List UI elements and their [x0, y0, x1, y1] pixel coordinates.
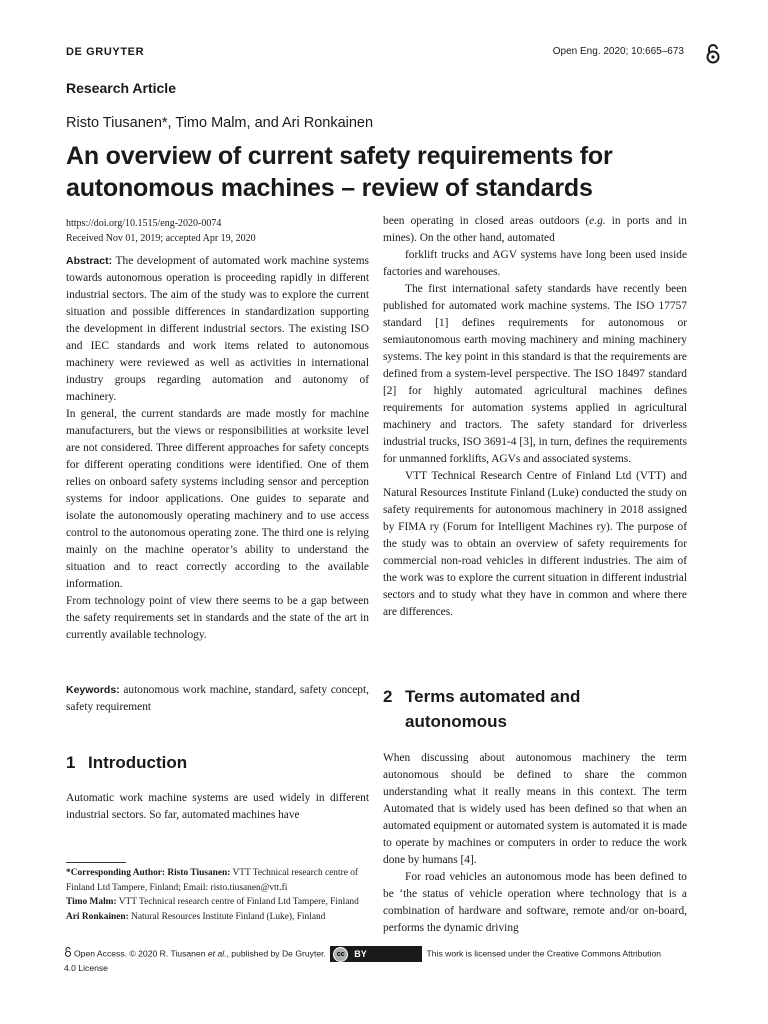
terms-p1: When discussing about autonomous machinery the term autonomous should be defined to share the common understanding what it really means in this context. The term Automated that is widely used has been defined so that when an automated equipment or automated system is automated it is made to operate by machines or computers in order to reduce the work done by humans [4]. — [383, 752, 687, 866]
intro-p1: Automatic work machine systems are used widely in different industrial sectors. So far, automated machines have — [66, 792, 369, 821]
journal-citation: Open Eng. 2020; 10:665–673 — [552, 46, 684, 57]
received-dates: Received Nov 01, 2019; accepted Apr 19, 2020 — [66, 233, 256, 244]
footnote-divider — [66, 862, 126, 863]
abstract-p2: In general, the current standards are made mostly for machine manufacturers, but the views or responsibilities at worksite level are not considered. Three different approaches for safety concepts for different operating conditions were identified. One of them relies on onboard safety systems including sensor and perception systems for indoor applications. One guides to separate and isolate the autonomously operating machinery and to use access control to the autonomous operating zone. The third one is relying mainly on the machine operator’s ability to understand the situation and to react correctly according to the available information. — [66, 408, 369, 590]
cc-icon: cc — [333, 947, 348, 962]
open-access-lock-icon — [64, 947, 72, 957]
article-type: Research Article — [66, 80, 176, 96]
section-title-line2: autonomous — [405, 712, 507, 731]
terms-p2: For road vehicles an autonomous mode has been defined to be ‘the status of vehicle operation where technology that is a combination of hardware and software, remote and/or on-board, performs the dynamic driving — [383, 871, 687, 934]
section-heading-introduction — [66, 750, 187, 775]
license-footer: Open Access. © 2020 R. Tiusanen et al., published by De Gruyter. cc BY This work is licensed under the Creative Commons Attribution 4.0 License — [64, 946, 704, 974]
doi-link[interactable]: https://doi.org/10.1515/eng-2020-0074 — [66, 218, 222, 229]
right-p1: been operating in closed areas outdoors (e.g. in ports and in mines). On the other hand, automated — [383, 215, 687, 244]
license-version: 4.0 License — [64, 963, 108, 973]
article-meta — [66, 216, 369, 246]
paper-title-line1: An overview of current safety requirements for — [66, 142, 613, 170]
abstract-p1: Abstract: The development of automated work machine systems towards autonomous operation is proceeding rapidly in different industrial sectors. The aim of the study was to explore the current situation and possible differences in standardization supporting the development in different industrial sectors. The existing ISO and IEC standards and work items related to autonomous machinery were reviewed as well as activities in international industry groups regarding automation and autonomy of machinery. — [66, 255, 369, 403]
section-number: 2 — [383, 687, 393, 706]
abstract-p3: From technology point of view there seems to be a gap between the safety requirements set in standards and the state of the art in currently available technology. — [66, 595, 369, 641]
publisher-name: DE GRUYTER — [66, 46, 145, 58]
license-text: This work is licensed under the Creative Commons Attribution — [426, 948, 662, 959]
abstract-label: Abstract: — [66, 255, 113, 267]
footnote-ronkainen: Ari Ronkainen: Natural Resources Institute Finland (Luke), Finland — [66, 911, 326, 922]
section-title-line1: Terms automated and — [405, 687, 581, 706]
author-footnotes — [66, 866, 372, 924]
by-label: BY — [354, 949, 367, 959]
introduction-text — [66, 790, 369, 824]
keywords — [66, 682, 369, 716]
abstract — [66, 253, 369, 644]
right-p3: The first international safety standards have recently been published for automated work machine systems. The ISO 17757 standard [1] defines requirements for autonomous or semiautonomous earth moving machinery and mining machinery systems. The key point in this standard is that the requirements are defined from a system-level perspective. The ISO 18497 standard [2] for highly automated agricultural machines defines requirements for automation systems applied in agricultural machinery and tractors. The safety standard for driverless industrial trucks, ISO 3691-4 [3], in turn, defines the requirements for unmanned forklifts, AGVs and associated systems. — [383, 283, 687, 465]
author-list: Risto Tiusanen*, Timo Malm, and Ari Ronkainen — [66, 115, 374, 131]
cc-by-badge[interactable] — [330, 946, 422, 962]
paper-title-line2: autonomous machines – review of standards — [66, 174, 593, 202]
right-p4: VTT Technical Research Centre of Finland Ltd (VTT) and Natural Resources Institute Finland (Luke) conducted the study on safety requirements for autonomous machinery in 2018 assigned by FIMA ry (Forum for Intelligent Machines ry). The purpose of the study was to obtain an overview of safety requirements for commercial non-road vehicles in different industries. The aim of the work was to explore the current situation in different industrial sectors and to study what they have in common and where there are differences. — [383, 470, 687, 618]
footnote-corresponding: *Corresponding Author: Risto Tiusanen: VTT Technical research centre of Finland Ltd Tampere, Finland; Email: risto.tiusanen@vtt.fi — [66, 868, 359, 893]
keywords-text: autonomous work machine, standard, safety concept, safety requirement — [66, 684, 369, 713]
paper-title — [66, 140, 706, 204]
introduction-continued — [383, 213, 687, 621]
terms-text — [383, 750, 687, 937]
right-p2: forklift trucks and AGV systems have long been used inside factories and warehouses. — [383, 249, 687, 278]
section-title: Introduction — [88, 753, 188, 772]
keywords-label: Keywords: — [66, 684, 120, 696]
open-access-icon — [705, 43, 721, 65]
section-number: 1 — [66, 753, 76, 772]
section-heading-terms — [383, 684, 687, 734]
footnote-malm: Timo Malm: VTT Technical research centre of Finland Ltd Tampere, Finland — [66, 897, 359, 907]
